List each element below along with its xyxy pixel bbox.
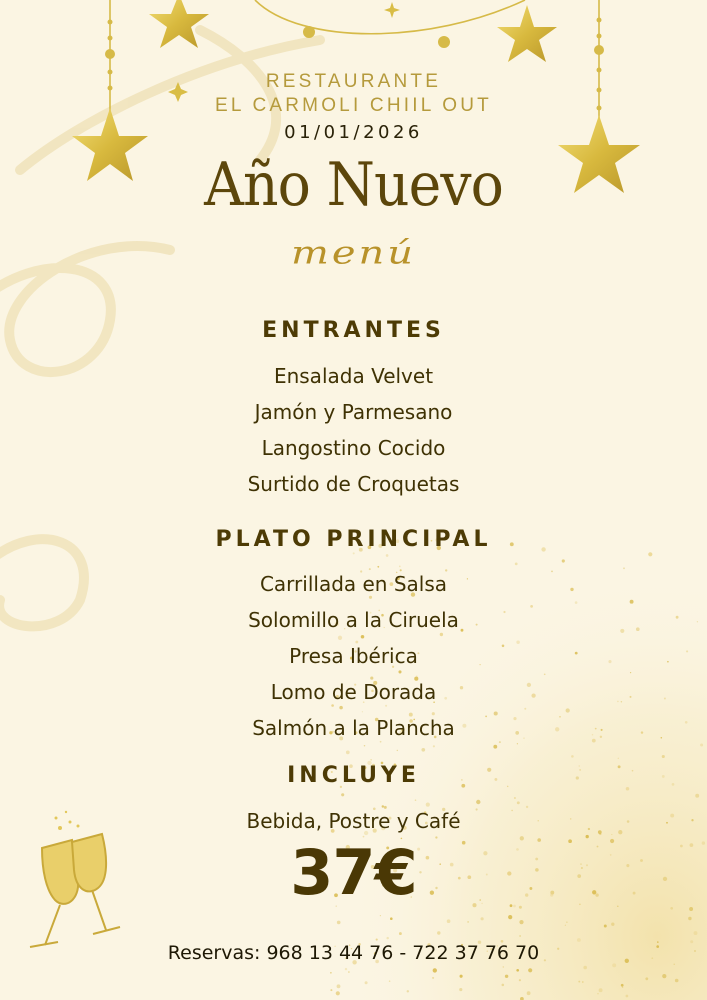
glitter-speck xyxy=(432,977,434,979)
glitter-speck xyxy=(648,552,652,556)
garland xyxy=(255,0,525,34)
glitter-speck xyxy=(578,981,580,983)
glitter-speck xyxy=(336,991,340,995)
menu-script-title: menú xyxy=(290,234,417,272)
section-heading-includes: INCLUYE xyxy=(287,763,420,788)
list-item: Solomillo a la Ciruela xyxy=(248,608,459,632)
glitter-speck xyxy=(604,925,607,928)
glitter-speck xyxy=(353,552,355,554)
glitter-speck xyxy=(341,793,344,796)
glitter-speck xyxy=(694,931,698,935)
glitter-speck xyxy=(502,984,505,987)
glitter-speck xyxy=(330,989,332,991)
glitter-speck xyxy=(421,748,425,752)
glitter-speck xyxy=(662,755,665,758)
main-course-list xyxy=(0,566,707,746)
list-item: Surtido de Croquetas xyxy=(247,472,460,496)
list-item: Carrillada en Salsa xyxy=(259,572,448,596)
glitter-speck xyxy=(622,987,623,988)
glitter-speck xyxy=(459,988,462,991)
glitter-speck xyxy=(365,981,368,984)
glitter-speck xyxy=(516,969,519,972)
glitter-speck xyxy=(337,984,341,988)
includes-text: Bebida, Postre y Café xyxy=(246,809,461,833)
glitter-speck xyxy=(626,995,629,998)
reservations-phone: Reservas: 968 13 44 76 - 722 37 76 70 xyxy=(167,942,540,964)
glitter-speck xyxy=(611,923,614,926)
glitter-speck xyxy=(433,968,437,972)
glitter-speck xyxy=(621,984,624,987)
menu-price: 37€ xyxy=(290,836,417,909)
section-heading-starters: ENTRANTES xyxy=(262,318,445,343)
glitter-speck xyxy=(695,794,699,798)
glitter-speck xyxy=(597,993,598,994)
glitter-speck xyxy=(386,937,388,939)
glitter-speck xyxy=(618,758,619,759)
menu-title: Año Nuevo xyxy=(204,150,503,220)
glitter-speck xyxy=(415,799,417,801)
glitter-speck xyxy=(376,939,378,941)
glitter-speck xyxy=(481,917,484,920)
list-item: Jamón y Parmesano xyxy=(254,400,453,424)
glitter-speck xyxy=(675,979,679,983)
glitter-speck xyxy=(582,981,584,983)
glitter-speck xyxy=(503,966,504,967)
glitter-speck xyxy=(460,975,463,978)
glitter-speck xyxy=(662,974,666,978)
glitter-speck xyxy=(390,917,393,920)
starters-list xyxy=(0,358,707,502)
glitter-speck xyxy=(571,755,574,758)
list-item: Langostino Cocido xyxy=(261,436,446,460)
list-item: Presa Ibérica xyxy=(289,644,418,668)
glitter-speck xyxy=(508,915,512,919)
glitter-speck xyxy=(370,759,371,760)
glitter-speck xyxy=(519,979,521,981)
event-date: 01/01/2026 xyxy=(284,122,423,143)
glitter-speck xyxy=(565,925,566,926)
glitter-speck xyxy=(346,751,350,755)
glitter-speck xyxy=(688,917,691,920)
glitter-speck xyxy=(528,968,532,972)
glitter-speck xyxy=(527,991,531,995)
restaurant-label: RESTAURANTE xyxy=(265,71,442,92)
glitter-speck xyxy=(380,915,381,916)
star-icon xyxy=(149,0,209,48)
glitter-speck xyxy=(515,563,518,566)
glitter-speck xyxy=(330,972,332,974)
glitter-speck xyxy=(566,922,567,923)
glitter-speck xyxy=(447,919,451,923)
glitter-speck xyxy=(519,935,521,937)
glitter-speck xyxy=(407,990,409,992)
glitter-speck xyxy=(389,980,391,982)
glitter-speck xyxy=(337,921,341,925)
glitter-speck xyxy=(562,559,565,562)
glitter-speck xyxy=(397,750,398,751)
list-item: Salmón a la Plancha xyxy=(252,716,455,740)
list-item: Lomo de Dorada xyxy=(270,680,437,704)
restaurant-title: EL CARMOLI CHIIL OUT xyxy=(215,95,492,116)
glitter-speck xyxy=(514,797,516,799)
restaurant-name xyxy=(0,70,707,118)
glitter-speck xyxy=(437,931,440,934)
glitter-speck xyxy=(386,554,389,557)
glitter-speck xyxy=(467,921,469,923)
section-heading-main-course: PLATO PRINCIPAL xyxy=(215,527,492,552)
glitter-speck xyxy=(505,975,508,978)
glitter-speck xyxy=(399,932,402,935)
list-item: Ensalada Velvet xyxy=(273,364,434,388)
glitter-speck xyxy=(583,966,587,970)
glitter-speck xyxy=(348,971,350,973)
glitter-speck xyxy=(519,920,523,924)
glitter-speck xyxy=(599,988,603,992)
glitter-speck xyxy=(645,977,648,980)
sparkle-icon xyxy=(384,2,400,18)
star-icon xyxy=(497,5,557,62)
glitter-speck xyxy=(345,968,347,970)
